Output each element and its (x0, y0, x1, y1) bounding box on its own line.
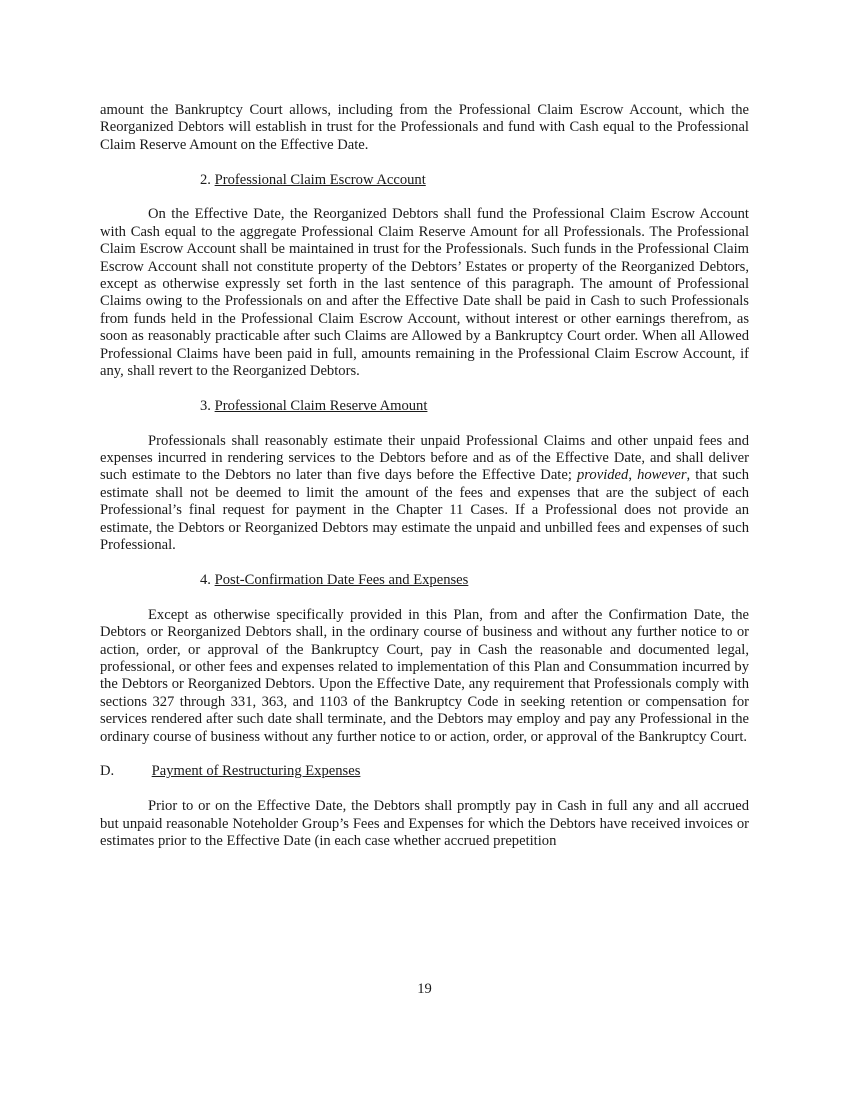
spacer (100, 781, 749, 798)
paragraph-restructuring-expenses: Prior to or on the Effective Date, the Debtors shall promptly pay in Cash in full any and all accrued but unpaid reasonable Noteholder Group’s Fees and Expenses for which the Debtors have received invoices or estimates prior to the Effective Date (in each case whether accrued prepetition (100, 798, 749, 849)
section-title: Payment of Restructuring Expenses (151, 763, 361, 780)
intro-paragraph: amount the Bankruptcy Court allows, including from the Professional Claim Escrow Account, which the Reorganized Debtors will establish in trust for the Professionals and fund with Cash equal to the Professional Claim Reserve Amount on the Effective Date. (100, 102, 749, 153)
section-title: Professional Claim Escrow Account (214, 171, 426, 188)
section-heading-d (100, 763, 749, 780)
spacer (100, 380, 749, 397)
italic-text: however (637, 467, 687, 484)
spacer (100, 746, 749, 763)
paragraph-escrow-account: On the Effective Date, the Reorganized Debtors shall fund the Professional Claim Escrow Account with Cash equal to the aggregate Professional Claim Reserve Amount for all Professionals. The Professional Claim Escrow Account shall be maintained in trust for the Professionals. Such funds in the Professional Claim Escrow Account shall not constitute property of the Debtors’ Estates or property of the Reorganized Debtors, except as otherwise expressly set forth in the last sentence of this paragraph. The amount of Professional Claims owing to the Professionals on and after the Effective Date shall be paid in Cash to such Professionals from funds held in the Professional Claim Escrow Account, without interest or other earnings therefrom, as soon as reasonably practicable after such Claims are Allowed by a Bankruptcy Court order. When all Allowed Professional Claims have been paid in full, amounts remaining in the Professional Claim Escrow Account, if any, shall revert to the Reorganized Debtors. (100, 206, 749, 380)
section-heading-4 (100, 572, 749, 589)
section-heading-3 (100, 398, 749, 415)
spacer (100, 589, 749, 606)
italic-text: provided (576, 467, 629, 484)
section-heading-2 (100, 172, 749, 189)
section-number: 4. (200, 571, 211, 588)
spacer (100, 555, 749, 572)
text-run: , (628, 467, 638, 484)
document-page (100, 102, 749, 850)
text-run: , that such estimate shall not be deemed to limit the amount of the fees and expenses that are the subject of each Professional’s final request for payment in the Chapter 11 Cases. If a Professional does not provide an estimate, the Debtors or Reorganized Debtors may estimate the unpaid and unbilled fees and expenses of such Professional. (100, 467, 749, 554)
spacer (100, 189, 749, 206)
section-title: Professional Claim Reserve Amount (214, 397, 428, 414)
page-number: 19 (417, 981, 432, 997)
section-title: Post-Confirmation Date Fees and Expenses (214, 571, 469, 588)
paragraph-reserve-amount (100, 433, 749, 555)
text-run: Professionals shall reasonably estimate their unpaid Professional Claims and other unpaid fees and expenses incurred in rendering services to the Debtors before and as of the Effective Date, and shall deliver such estimate to the Debtors no later than five days before the Effective Date; (100, 432, 749, 484)
spacer (100, 415, 749, 432)
paragraph-post-confirmation: Except as otherwise specifically provided in this Plan, from and after the Confirmation Date, the Debtors or Reorganized Debtors shall, in the ordinary course of business and without any further notice to or action, order, or approval of the Bankruptcy Court, pay in Cash the reasonable and documented legal, professional, or other fees and expenses related to implementation of this Plan and Consummation incurred by the Debtors or Reorganized Debtors. Upon the Effective Date, any requirement that Professionals comply with sections 327 through 331, 363, and 1103 of the Bankruptcy Code in seeking retention or compensation for services rendered after such date shall terminate, and the Debtors may employ and pay any Professional in the ordinary course of business without any further notice to or action, order, or approval of the Bankruptcy Court. (100, 606, 749, 745)
spacer (100, 154, 749, 171)
section-number: 3. (200, 397, 211, 414)
section-letter: D. (100, 763, 115, 780)
section-number: 2. (200, 171, 211, 188)
